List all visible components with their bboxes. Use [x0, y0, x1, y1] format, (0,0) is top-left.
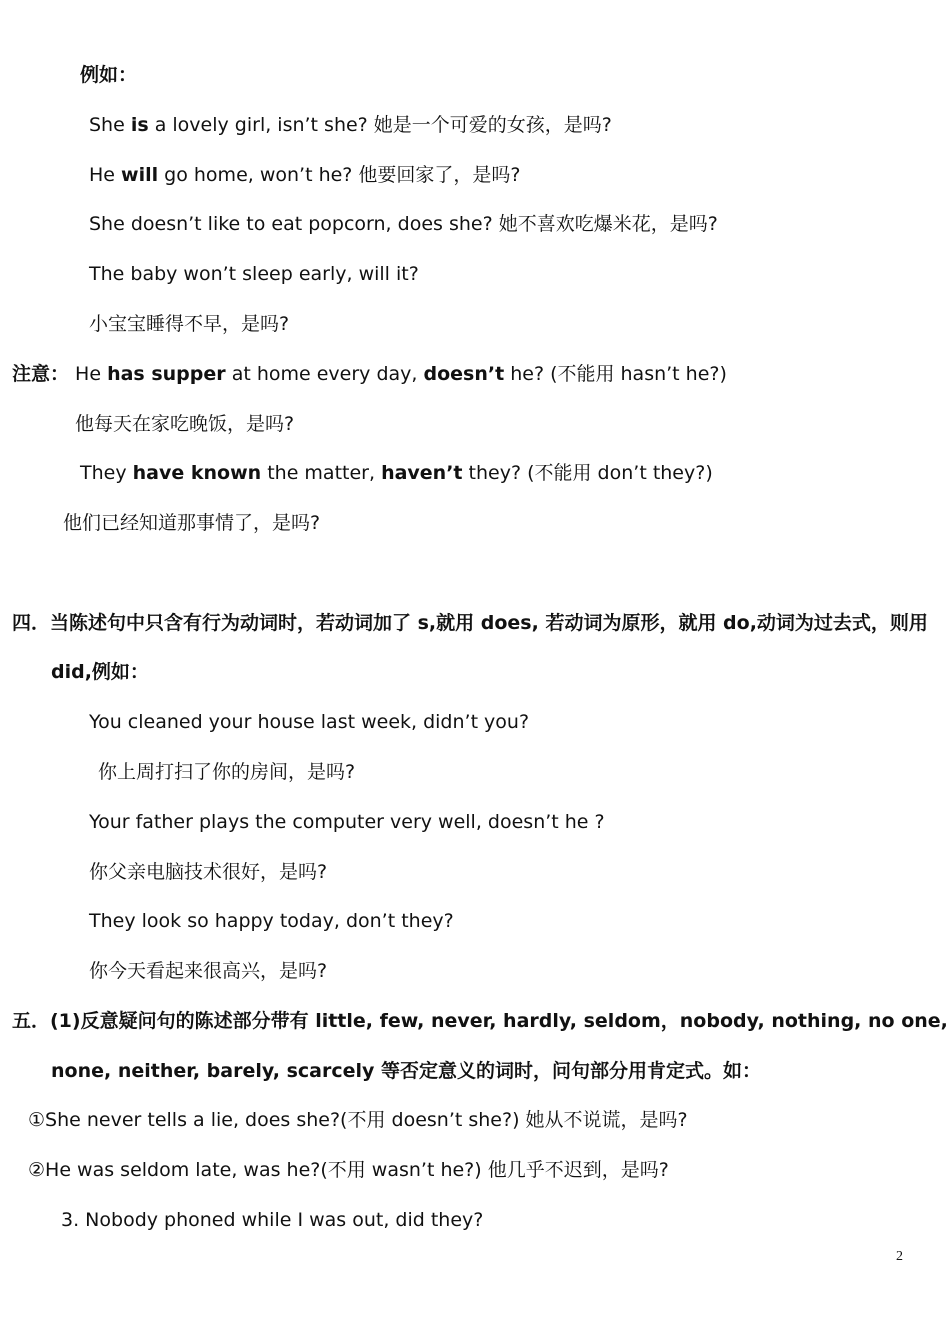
text-run: 例如： — [80, 64, 138, 86]
text-run: 五．(1)反意疑问句的陈述部分带有 little, few, never, hardly, seldom，nobody, nothing, no one, — [12, 1010, 948, 1032]
text-run: She doesn’t like to eat popcorn, does she? 她不喜欢吃爆米花，是吗? — [89, 213, 718, 235]
example-sentence — [89, 212, 718, 236]
text-run: 他们已经知道那事情了，是吗? — [63, 512, 321, 534]
text-run: is — [130, 114, 149, 136]
note-translation — [63, 511, 320, 535]
text-run: he? (不能用 hasn’t he?) — [504, 363, 727, 385]
example-sentence — [28, 1108, 688, 1132]
text-run: 注意： — [12, 363, 70, 385]
text-run: 你父亲电脑技术很好，是吗? — [89, 861, 328, 883]
text-run: at home every day, — [225, 363, 424, 385]
page-number: 2 — [896, 1249, 903, 1264]
text-run: ①She never tells a lie, does she?(不用 doesn’t she?) 她从不说谎，是吗? — [28, 1109, 688, 1131]
text-run: She — [89, 114, 131, 136]
example-translation — [89, 860, 327, 884]
text-run: They look so happy today, don’t they? — [89, 910, 454, 932]
note-translation — [75, 412, 294, 436]
example-sentence — [89, 113, 612, 137]
example-sentence — [89, 163, 521, 187]
text-run: haven’t — [381, 462, 463, 484]
text-run: they? (不能用 don’t they?) — [462, 462, 713, 484]
example-translation — [89, 312, 289, 336]
example-sentence — [89, 710, 529, 734]
text-run: go home, won’t he? 他要回家了，是吗? — [158, 164, 521, 186]
section-four-heading-cont — [51, 660, 149, 684]
text-run: has supper — [107, 363, 226, 385]
example-heading — [80, 63, 137, 87]
example-sentence — [89, 810, 605, 834]
example-translation — [89, 959, 327, 983]
text-run: will — [121, 164, 159, 186]
text-run: 3. Nobody phoned while I was out, did they? — [61, 1209, 484, 1231]
text-run: 你上周打扫了你的房间，是吗? — [98, 761, 356, 783]
note-sentence — [80, 461, 713, 485]
text-run: the matter, — [261, 462, 382, 484]
text-run: 你今天看起来很高兴，是吗? — [89, 960, 328, 982]
section-four-heading — [12, 611, 928, 635]
text-run: none, neither, barely, scarcely 等否定意义的词时，问句部分用肯定式。如： — [51, 1060, 762, 1082]
example-sentence — [61, 1208, 483, 1232]
text-run: 他每天在家吃晚饭，是吗? — [75, 413, 295, 435]
text-run: did,例如： — [51, 661, 149, 683]
example-sentence — [28, 1158, 669, 1182]
note-sentence — [12, 362, 727, 386]
text-run: You cleaned your house last week, didn’t you? — [89, 711, 530, 733]
example-sentence — [89, 262, 419, 286]
text-run: doesn’t — [423, 363, 505, 385]
text-run: The baby won’t sleep early, will it? — [89, 263, 419, 285]
text-run: They — [80, 462, 133, 484]
section-five-heading — [12, 1009, 948, 1033]
text-run: He — [89, 164, 122, 186]
example-translation — [98, 760, 355, 784]
section-five-heading-cont — [51, 1059, 761, 1083]
text-run: 四．当陈述句中只含有行为动词时，若动词加了 s,就用 does, 若动词为原形，就用 do,动词为过去式，则用 — [12, 612, 928, 634]
text-run: Your father plays the computer very well, doesn’t he ? — [89, 811, 605, 833]
text-run: a lovely girl, isn’t she? 她是一个可爱的女孩，是吗? — [148, 114, 612, 136]
text-run: 小宝宝睡得不早，是吗? — [89, 313, 290, 335]
text-run: ②He was seldom late, was he?(不用 wasn’t he?) 他几乎不迟到，是吗? — [28, 1159, 669, 1181]
text-run: have known — [132, 462, 262, 484]
example-sentence — [89, 909, 454, 933]
text-run: He — [69, 363, 108, 385]
